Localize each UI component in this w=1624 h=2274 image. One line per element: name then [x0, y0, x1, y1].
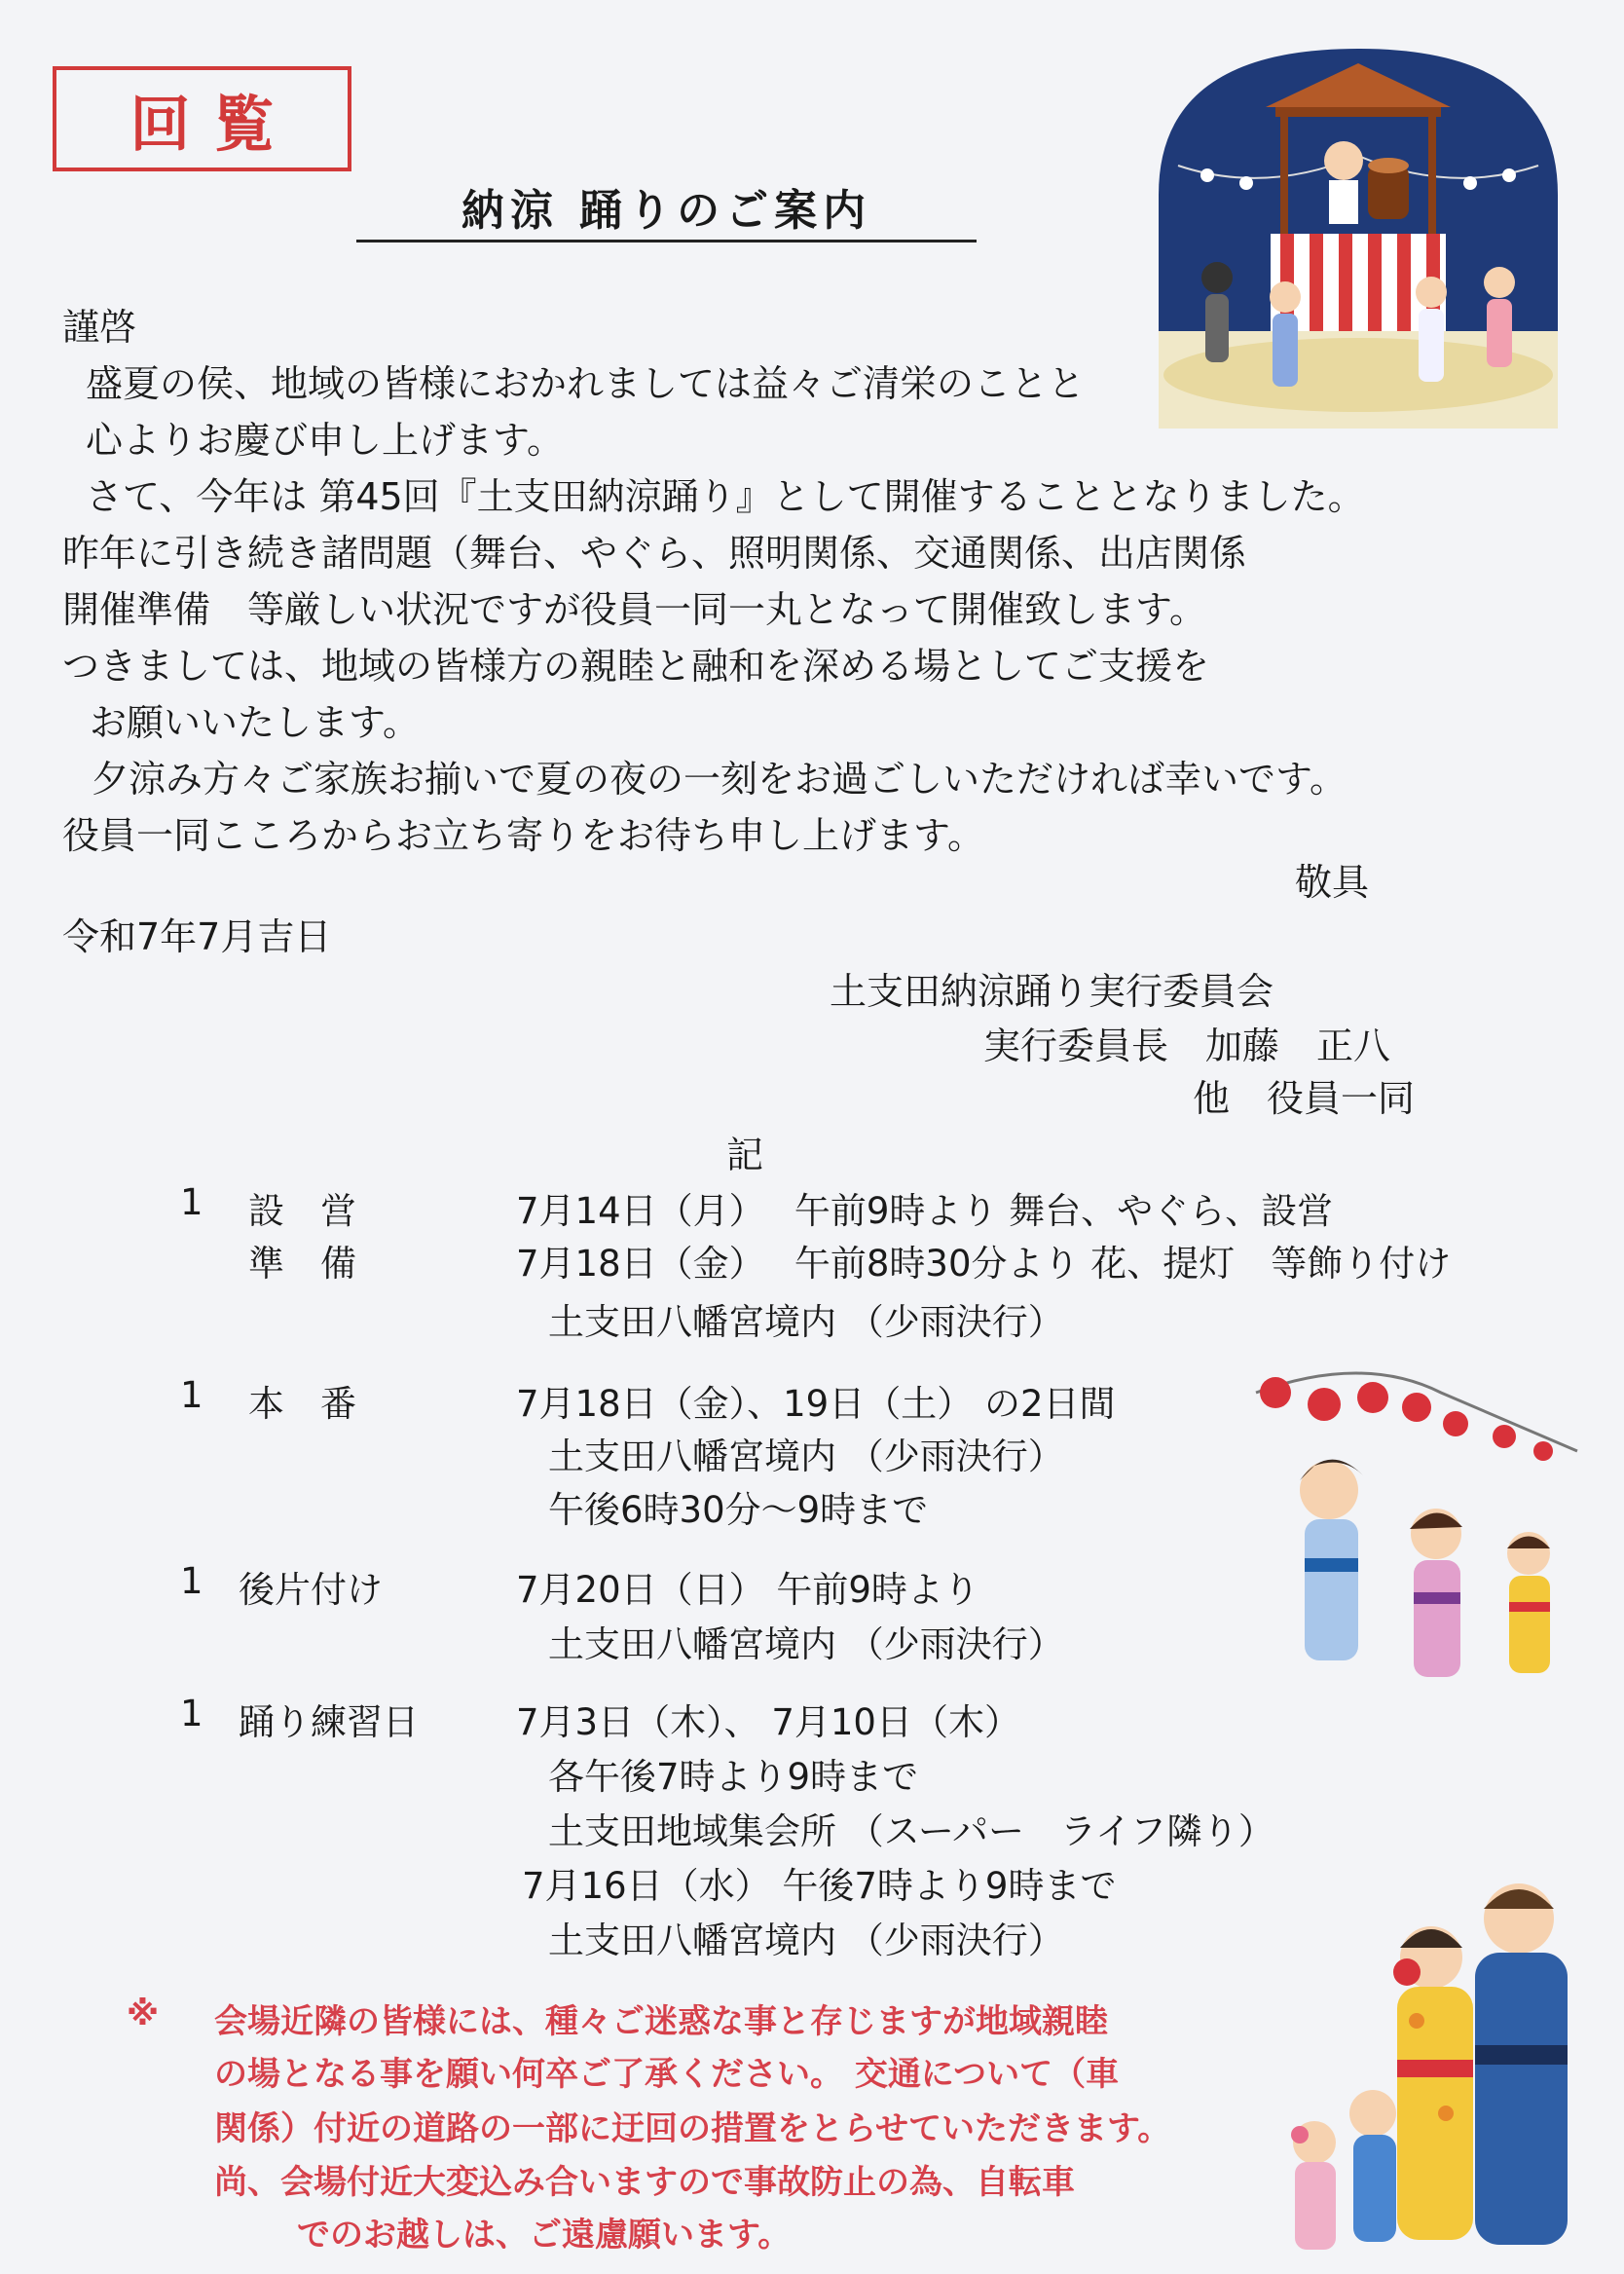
- cleanup-venue: 土支田八幡宮境内 （少雨決行）: [548, 1623, 1064, 1665]
- item-number: 1: [180, 1693, 203, 1734]
- notice-line: 会場近隣の皆様には、種々ご迷惑な事と存じますが地域親睦: [214, 2002, 1108, 2041]
- item-number: 1: [180, 1181, 203, 1223]
- sender-chairperson: 実行委員長 加藤 正八: [983, 1025, 1391, 1067]
- item-label-main: 本 番: [248, 1383, 356, 1425]
- cleanup-detail: 7月20日（日） 午前9時より: [516, 1569, 979, 1611]
- item-label-cleanup: 後片付け: [239, 1569, 383, 1611]
- notice-line: 尚、会場付近大変込み合いますので事故防止の為、自転車: [214, 2163, 1075, 2202]
- item-number: 1: [180, 1374, 203, 1416]
- body-line: 盛夏の侯、地域の皆様におかれましては益々ご清栄のことと: [86, 362, 1086, 405]
- page-title: 納涼 踊りのご案内: [461, 186, 872, 236]
- item-label-practice: 踊り練習日: [239, 1701, 419, 1743]
- children-dancing-illustration: [1246, 1354, 1587, 1704]
- body-line: 開催準備 等厳しい状況ですが役員一同一丸となって開催致します。: [62, 588, 1206, 631]
- sender-organization: 土支田納涼踊り実行委員会: [830, 970, 1274, 1013]
- body-line: 役員一同こころからお立ち寄りをお待ち申し上げます。: [62, 814, 984, 857]
- issue-date: 令和7年7月吉日: [62, 915, 332, 958]
- body-line: さて、今年は 第45回『土支田納涼踊り』として開催することとなりました。: [86, 475, 1365, 518]
- practice-detail: 7月16日（水） 午後7時より9時まで: [522, 1865, 1117, 1907]
- notice-mark: ※: [127, 1994, 160, 2033]
- item-number: 1: [180, 1560, 203, 1602]
- main-venue: 土支田八幡宮境内 （少雨決行）: [548, 1435, 1064, 1477]
- title-underline: [356, 240, 977, 242]
- body-line: 心よりお慶び申し上げます。: [86, 419, 564, 462]
- body-line: 昨年に引き続き諸問題（舞台、やぐら、照明関係、交通関係、出店関係: [62, 532, 1247, 575]
- practice-detail: 7月3日（木）、 7月10日（木）: [516, 1701, 1020, 1743]
- closing-word: 敬具: [1295, 861, 1370, 904]
- body-line: つきましては、地域の皆様方の親睦と融和を深める場としてご支援を: [62, 645, 1210, 688]
- setup-venue: 土支田八幡宮境内 （少雨決行）: [548, 1301, 1064, 1343]
- ki-marker: 記: [726, 1134, 764, 1176]
- setup-detail: 7月18日（金） 午前8時30分より 花、提灯 等飾り付け: [516, 1243, 1452, 1285]
- notice-line: 関係）付近の道路の一部に迂回の措置をとらせていただきます。: [214, 2109, 1171, 2148]
- body-line: お願いいたします。: [90, 701, 420, 744]
- yagura-dance-illustration: [1149, 39, 1568, 429]
- notice-line: でのお越しは、ご遠慮願います。: [297, 2216, 792, 2255]
- setup-detail: 7月14日（月） 午前9時より 舞台、やぐら、設営: [516, 1190, 1334, 1232]
- body-line: 夕涼み方々ご家族お揃いで夏の夜の一刻をお過ごしいただければ幸いです。: [92, 758, 1347, 801]
- circulation-stamp: [53, 66, 351, 171]
- practice-venue: 土支田八幡宮境内 （少雨決行）: [548, 1920, 1064, 1961]
- item-label-setup: 設 営: [248, 1190, 356, 1232]
- family-yukata-illustration: [1275, 1850, 1606, 2269]
- salutation: 謹啓: [62, 306, 137, 349]
- stamp-text: 回覧: [129, 88, 298, 160]
- item-label-prep: 準 備: [248, 1243, 356, 1285]
- main-time: 午後6時30分～9時まで: [548, 1489, 929, 1531]
- practice-venue: 土支田地域集会所 （スーパー ライフ隣り）: [548, 1810, 1274, 1852]
- main-detail: 7月18日（金）、19日（土） の2日間: [516, 1383, 1116, 1425]
- notice-line: の場となる事を願い何卒ご了承ください。 交通について（車: [214, 2055, 1120, 2094]
- sender-others: 他 役員一同: [1193, 1077, 1416, 1120]
- practice-time: 各午後7時より9時まで: [548, 1756, 919, 1798]
